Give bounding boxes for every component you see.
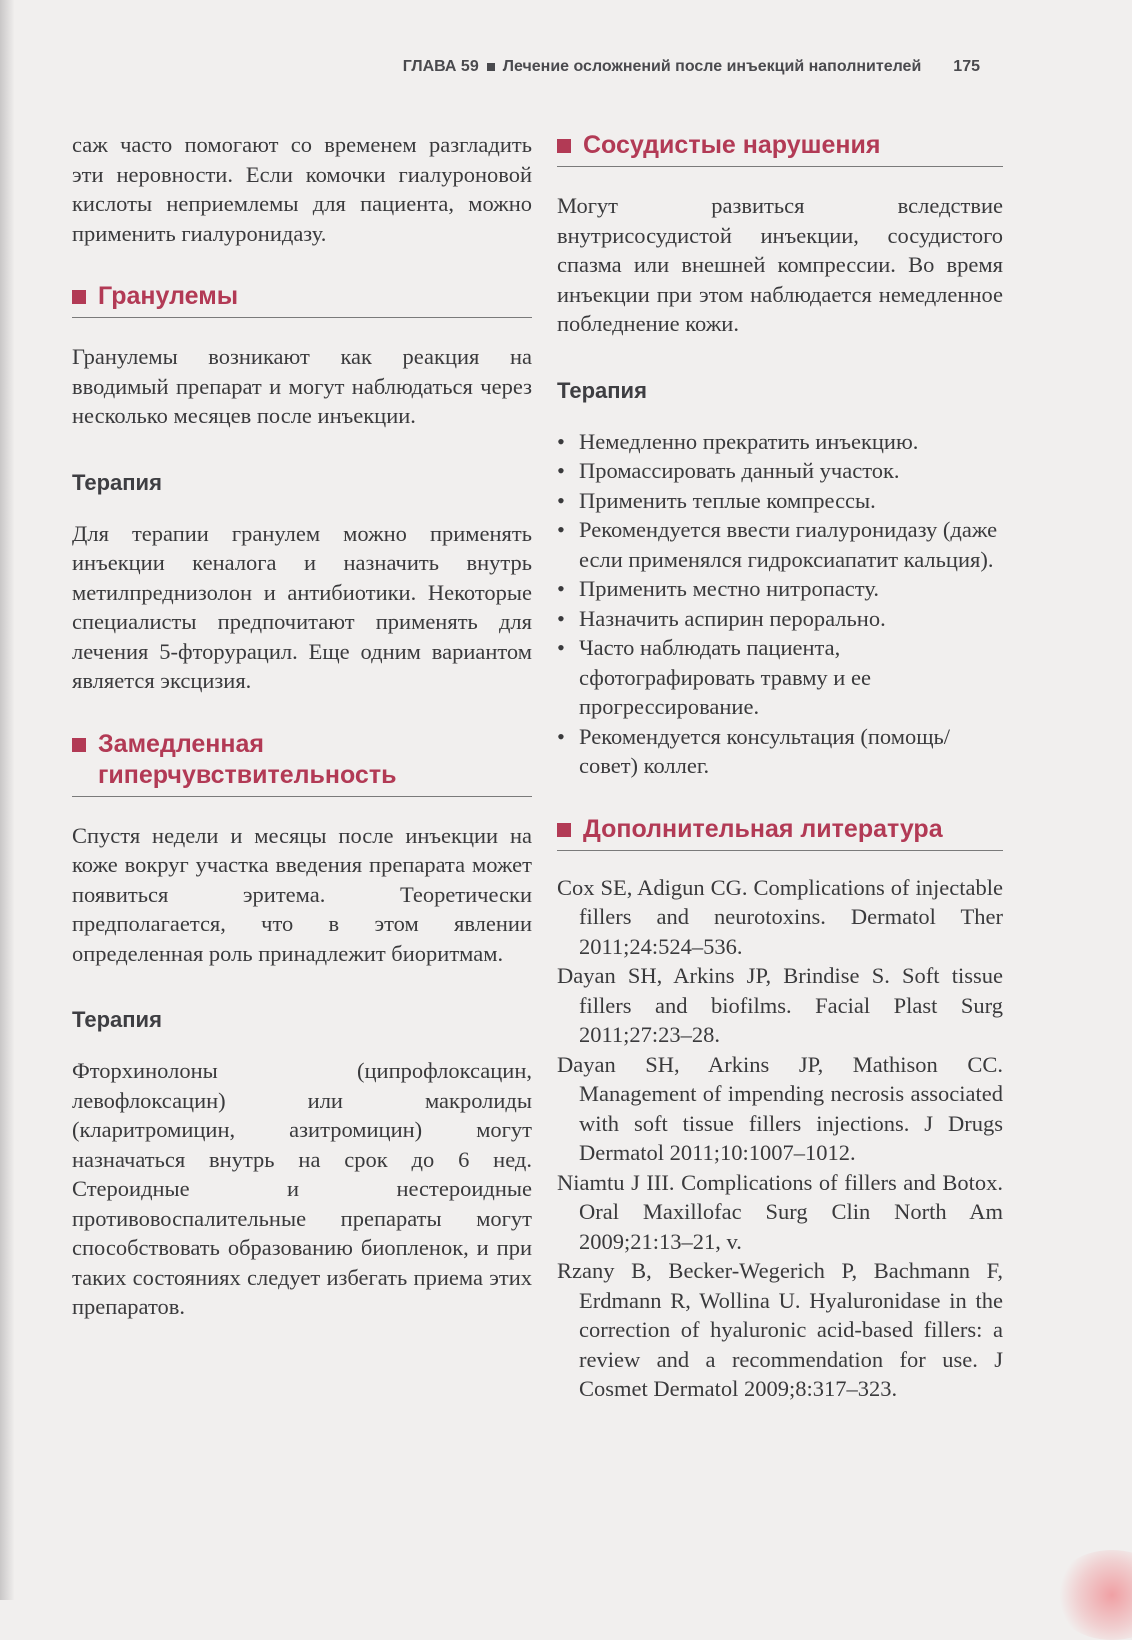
section-title-text: Замедленная гиперчувствительность bbox=[98, 729, 397, 789]
page-number: 175 bbox=[953, 58, 980, 75]
granulomas-therapy-paragraph: Для терапии гранулем можно применять инъекции кеналога и назначить внутрь метилпреднизолон и антибиотики. Некоторые специалисты предпочитают применять для лечения 5-фторурацил. Еще одним вариантом является эксцизия. bbox=[72, 520, 532, 693]
reference-item: Rzany B, Becker-Wegerich P, Bachmann F, Erdmann R, Wollina U. Hyaluronidase in the correction of hyaluronic acid-based fillers: a review and a recommendation for use. J Cosmet Dermatol 2009;8:317–323. bbox=[557, 1258, 1003, 1401]
right-column bbox=[557, 130, 1003, 1404]
section-vascular-heading bbox=[557, 130, 1003, 167]
reference-item: Dayan SH, Arkins JP, Brindise S. Soft tissue fillers and biofilms. Facial Plast Surg 2011;27:23–28. bbox=[557, 963, 1003, 1047]
header-separator-icon bbox=[487, 63, 495, 71]
reference-item: Niamtu J III. Complications of fillers and Botox. Oral Maxillofac Surg Clin North Am 2009;21:13–21, v. bbox=[557, 1169, 1003, 1254]
vascular-therapy-list bbox=[557, 427, 1003, 781]
hypersensitivity-paragraph: Спустя недели и месяцы после инъекции на коже вокруг участка введения препарата может появиться эритема. Теоретически предполагается, что в этом явлении определенная роль принадлежит биоритмам. bbox=[72, 822, 532, 966]
vascular-therapy-heading: Терапия bbox=[557, 377, 647, 403]
page-binding-shadow bbox=[0, 0, 14, 1600]
hypersensitivity-therapy-paragraph: Фторхинолоны (ципрофлоксацин, левофлоксацин) или макролиды (кларитромицин, азитромицин) могут назначаться внутрь на срок до 6 нед. Стероидные и нестероидные противовоспалительные препараты могут способствовать образованию биопленок, и при таких состояниях следует избегать приема этих препаратов. bbox=[72, 1058, 532, 1319]
list-item: • Промассировать данный участок. bbox=[557, 456, 1003, 486]
section-title-text: Сосудистые нарушения bbox=[583, 131, 881, 159]
reference-item: Cox SE, Adigun CG. Complications of injectable fillers and neurotoxins. Dermatol Ther 2011;24:524–536. bbox=[557, 874, 1003, 959]
vascular-paragraph: Могут развиться вследствие внутрисосудистой инъекции, сосудистого спазма или внешней компрессии. Во время инъекции при этом наблюдается немедленное побледнение кожи. bbox=[557, 193, 1003, 336]
running-head bbox=[403, 58, 980, 76]
corner-glow bbox=[1052, 1550, 1132, 1640]
chapter-label: ГЛАВА 59 bbox=[402, 58, 479, 75]
granulomas-therapy-heading: Терапия bbox=[72, 469, 162, 495]
section-title-text: Гранулемы bbox=[98, 282, 239, 310]
section-literature-heading bbox=[557, 814, 1003, 851]
list-item: • Рекомендуется консультация (помощь/совет) коллег. bbox=[557, 722, 1003, 781]
intro-paragraph: саж часто помогают со временем разгладить эти неровности. Если комочки гиалуроновой кислоты неприемлемы для пациента, можно применить гиалуронидазу. bbox=[72, 132, 532, 246]
section-marker-icon bbox=[72, 738, 86, 752]
list-item: • Применить теплые компрессы. bbox=[557, 486, 1003, 516]
list-item: • Применить местно нитропасту. bbox=[557, 574, 1003, 604]
list-item: • Немедленно прекратить инъекцию. bbox=[557, 427, 1003, 457]
list-item: • Назначить аспирин перорально. bbox=[557, 604, 1003, 634]
hypersensitivity-therapy-heading: Терапия bbox=[72, 1007, 162, 1032]
section-hypersensitivity-heading bbox=[72, 729, 532, 797]
granulomas-paragraph: Гранулемы возникают как реакция на вводимый препарат и могут наблюдаться через несколько месяцев после инъекции. bbox=[72, 344, 532, 428]
list-item: • Часто наблюдать пациента, сфотографировать травму и ее прогрессирование. bbox=[557, 633, 1003, 722]
reference-list bbox=[557, 873, 1003, 1404]
section-marker-icon bbox=[557, 823, 571, 837]
section-title-text: Дополнительная литература bbox=[583, 814, 943, 843]
section-granulomas-heading bbox=[72, 281, 532, 318]
chapter-title: Лечение осложнений после инъекций наполнителей bbox=[502, 58, 922, 75]
list-item: • Рекомендуется ввести гиалуронидазу (даже если применялся гидроксиапатит кальция). bbox=[557, 515, 1003, 574]
reference-item: Dayan SH, Arkins JP, Mathison CC. Management of impending necrosis associated with soft tissue fillers injections. J Drugs Dermatol 2011;10:1007–1012. bbox=[557, 1051, 1003, 1165]
section-marker-icon bbox=[557, 139, 571, 153]
left-column bbox=[72, 130, 532, 1322]
section-marker-icon bbox=[72, 290, 86, 304]
